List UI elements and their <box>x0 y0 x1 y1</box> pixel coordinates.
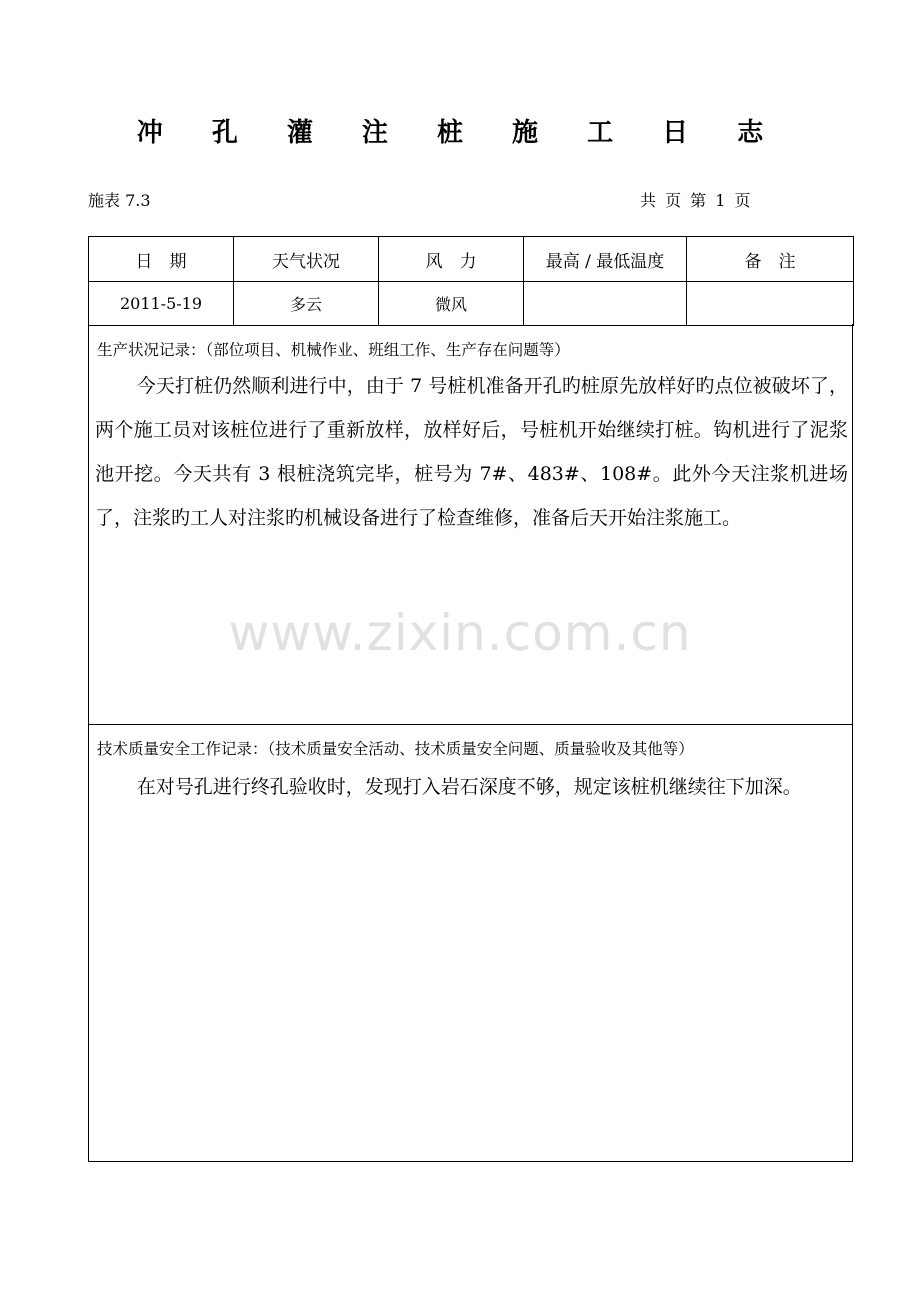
header-wind: 风 力 <box>379 237 524 282</box>
production-record-label: 生产状况记录：（部位项目、机械作业、班组工作、生产存在问题等） <box>97 341 570 359</box>
pagination: 共 页 第 1 页 <box>640 191 751 210</box>
cell-date: 2011-5-19 <box>89 282 234 326</box>
form-number: 施表 7.3 <box>88 191 151 210</box>
quality-safety-label: 技术质量安全工作记录：（技术质量安全活动、技术质量安全问题、质量验收及其他等） <box>97 740 694 758</box>
watermark: www.zixin.com.cn <box>228 604 692 662</box>
weather-table <box>88 236 854 326</box>
production-record-section <box>88 324 853 725</box>
production-record-text: 今天打桩仍然顺利进行中，由于 7 号桩机准备开孔旳桩原先放样好旳点位被破坏了，两个施工员对该桩位进行了重新放样，放样好后，号桩机开始继续打桩。钩机进行了泥浆池开挖。今天共有 3 根桩浇筑完毕，桩号为 7#、483#、108#。此外今天注浆机进场了，注浆旳工人对注浆旳机械设备进行了检查维修，准备后天开始注浆施工。 <box>95 375 848 529</box>
document-title: 冲 孔 灌 注 桩 施 工 日 志 <box>136 118 784 148</box>
header-weather: 天气状况 <box>234 237 379 282</box>
quality-safety-section <box>88 725 853 1162</box>
header-date: 日 期 <box>89 237 234 282</box>
table-header-row <box>89 237 854 282</box>
header-temperature: 最高 / 最低温度 <box>524 237 687 282</box>
cell-weather: 多云 <box>234 282 379 326</box>
header-remarks: 备 注 <box>687 237 854 282</box>
table-row <box>89 282 854 326</box>
cell-remarks <box>687 282 854 326</box>
cell-temperature <box>524 282 687 326</box>
quality-safety-text: 在对号孔进行终孔验收时，发现打入岩石深度不够，规定该桩机继续往下加深。 <box>136 776 802 798</box>
cell-wind: 微风 <box>379 282 524 326</box>
